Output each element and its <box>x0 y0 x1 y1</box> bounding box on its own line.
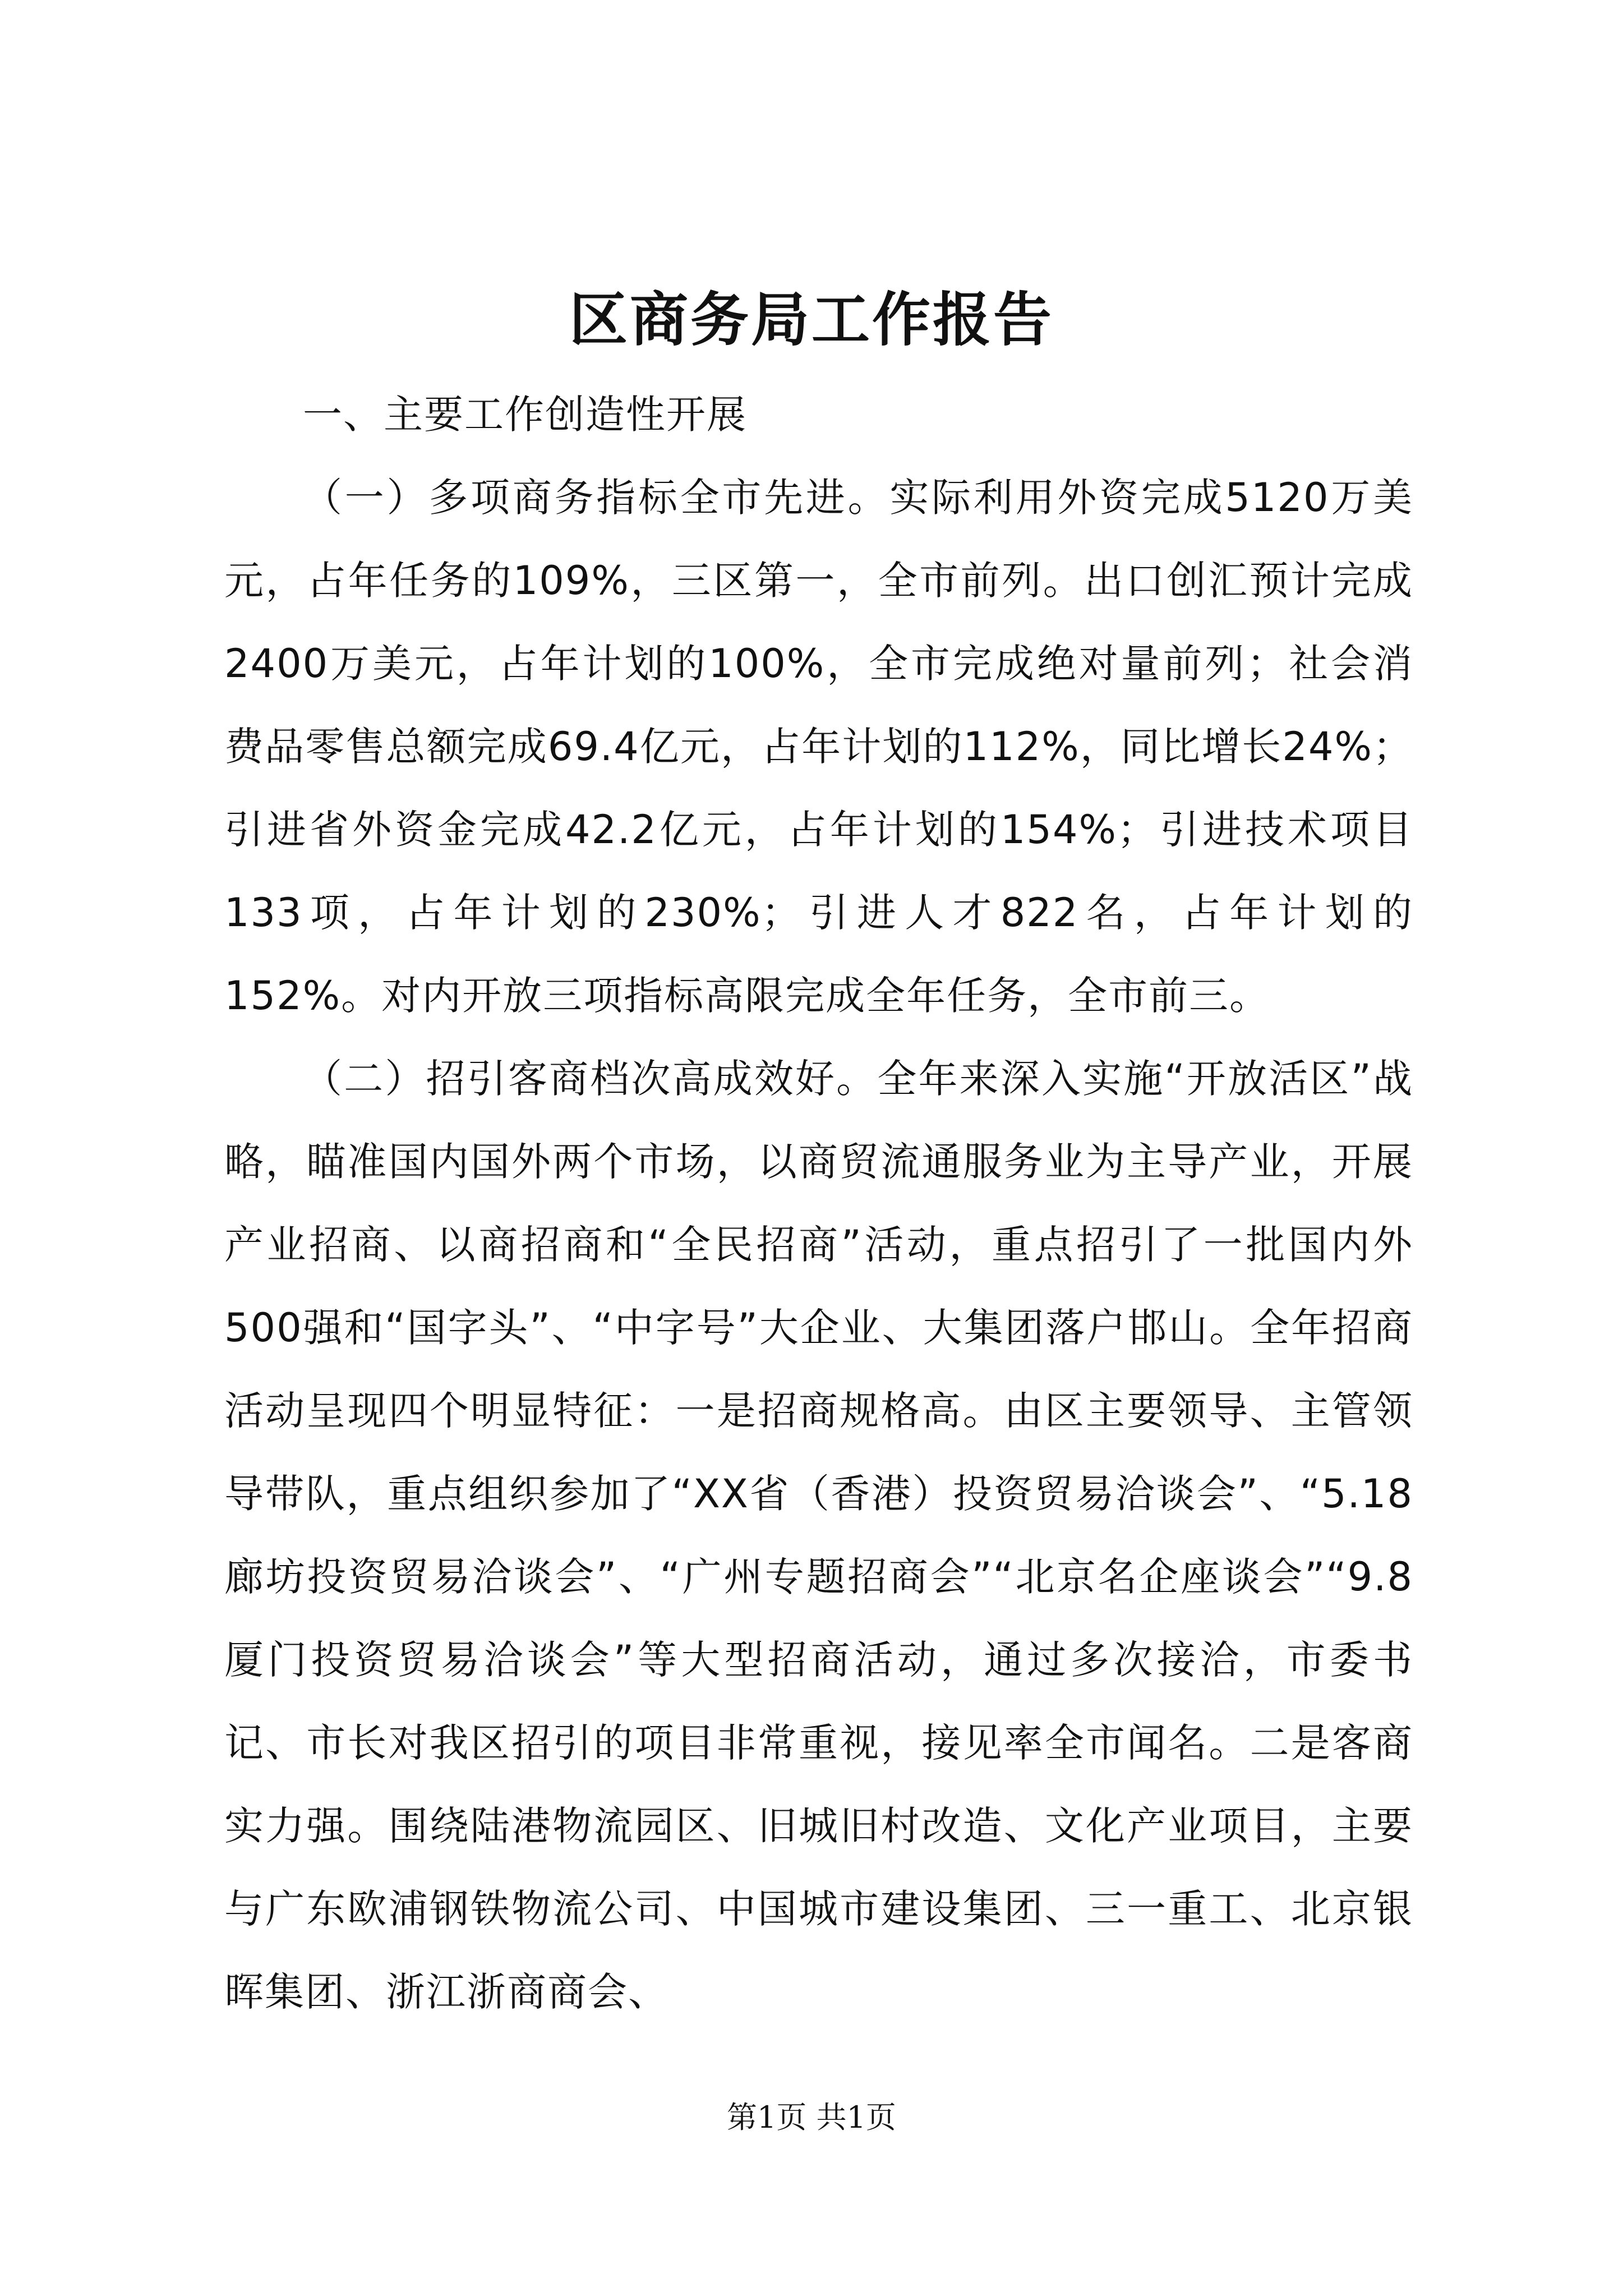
section-heading: 一、主要工作创造性开展 <box>303 392 747 438</box>
document-body <box>224 373 1413 2033</box>
paragraph-2: （二）招引客商档次高成效好。全年来深入实施“开放活区”战略，瞄准国内国外两个市场，以商贸流通服务业为主导产业，开展产业招商、以商招商和“全民招商”活动，重点招引了一批国内外500强和“国字头”、“中字号”大企业、大集团落户邯山。全年招商活动呈现四个明显特征：一是招商规格高。由区主要领导、主管领导带队，重点组织参加了“XX省（香港）投资贸易洽谈会”、“5.18廊坊投资贸易洽谈会”、“广州专题招商会”“北京名企座谈会”“9.8厦门投资贸易洽谈会”等大型招商活动，通过多次接洽，市委书记、市长对我区招引的项目非常重视，接见率全市闻名。二是客商实力强。围绕陆港物流园区、旧城旧村改造、文化产业项目，主要与广东欧浦钢铁物流公司、中国城市建设集团、三一重工、北京银晖集团、浙江浙商商会、 <box>224 1056 1413 2015</box>
document-title: 区商务局工作报告 <box>569 285 1054 354</box>
paragraph-1: （一）多项商务指标全市先进。实际利用外资完成5120万美元，占年任务的109%，三区第一，全市前列。出口创汇预计完成2400万美元，占年计划的100%，全市完成绝对量前列；社会消费品零售总额完成69.4亿元，占年计划的112%，同比增长24%；引进省外资金完成42.2亿元，占年计划的154%；引进技术项目133项，占年计划的230%；引进人才822名，占年计划的152%。对内开放三项指标高限完成全年任务，全市前三。 <box>224 475 1413 1019</box>
page-footer: 第1页 共1页 <box>727 2100 896 2135</box>
